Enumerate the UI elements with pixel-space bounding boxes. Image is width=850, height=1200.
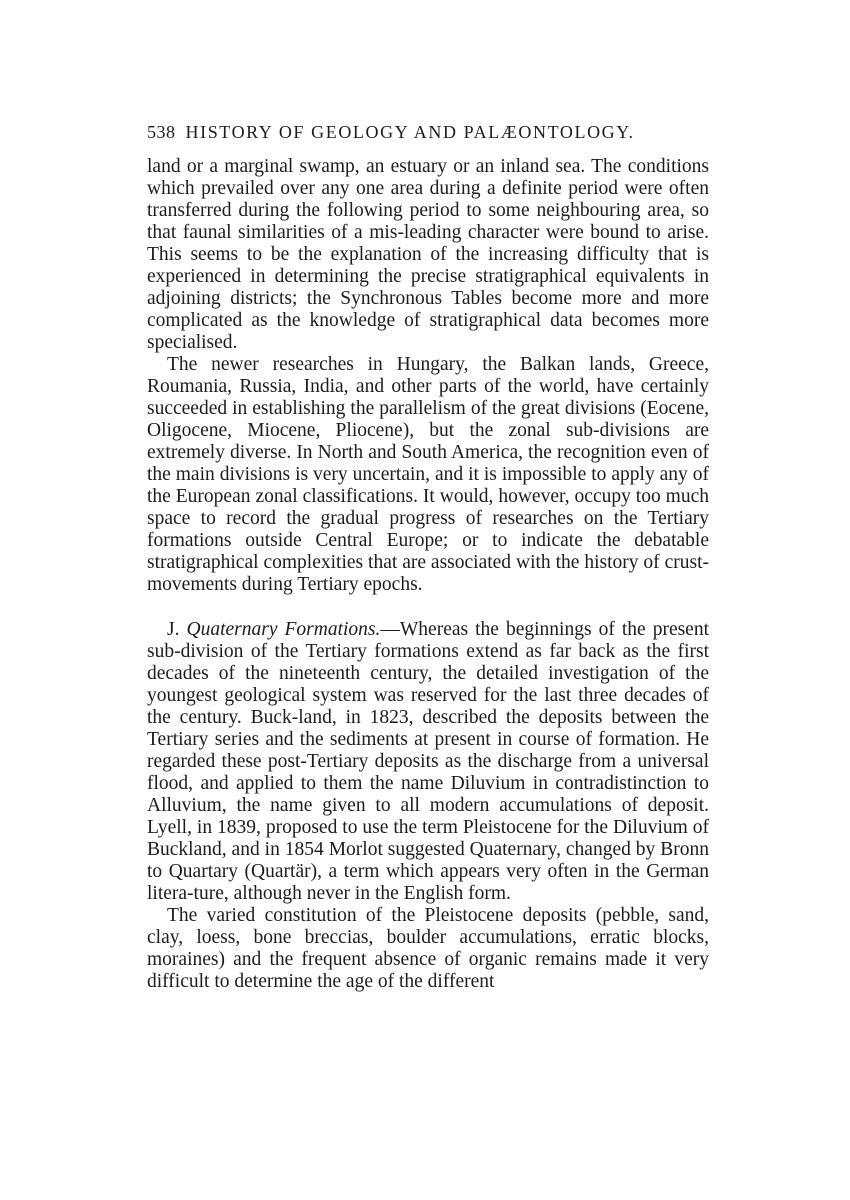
book-page — [147, 118, 709, 993]
body-text — [147, 156, 709, 596]
section-title: Quaternary Formations. — [186, 619, 381, 640]
paragraph-pleistocene-deposits: The varied constitution of the Pleistocene deposits (pebble, sand, clay, loess, bone breccias, boulder accumulations, erratic blocks, moraines) and the frequent absence of organic remains made it very difficult to determine the age of the different — [147, 905, 709, 992]
section-intro-text: —Whereas the beginnings of the present sub-division of the Tertiary formations extend as far back as the first decades of the nineteenth century, the detailed investigation of the youngest geological system was reserved for the last three decades of the century. Buck-land, in 1823, described the deposits between the Tertiary series and the sediments at present in course of formation. He regarded these post-Tertiary deposits as the discharge from a universal flood, and applied to them the name Diluvium in contradistinction to Alluvium, the name given to all modern accumulations of deposit. Lyell, in 1839, proposed to use the term Pleistocene for the Diluvium of Buckland, and in 1854 Morlot suggested Quaternary, changed by Bronn to Quartary (Quartär), a term which appears very often in the German litera-ture, although never in the English form. — [147, 619, 710, 904]
section-quaternary — [147, 619, 709, 993]
paragraph-continued: land or a marginal swamp, an estuary or an inland sea. The conditions which prevailed over any one area during a definite period were often transferred during the following period to some neighbouring area, so that faunal similarities of a mis-leading character were bound to arise. This seems to be the explanation of the increasing difficulty that is experienced in determining the precise stratigraphical equivalents in adjoining districts; the Synchronous Tables become more and more complicated as the knowledge of stratigraphical data becomes more specialised. — [147, 156, 709, 353]
page-number: 538 — [147, 122, 176, 142]
running-head — [147, 118, 709, 146]
section-intro-paragraph — [147, 619, 709, 905]
section-letter: J. — [167, 619, 180, 640]
section-spacer — [147, 596, 709, 619]
header-title: HISTORY OF GEOLOGY AND PALÆONTOLOGY. — [185, 122, 635, 142]
paragraph-newer-researches: The newer researches in Hungary, the Balkan lands, Greece, Roumania, Russia, India, and other parts of the world, have certainly succeeded in establishing the parallelism of the great divisions (Eocene, Oligocene, Miocene, Pliocene), but the zonal sub-divisions are extremely diverse. In North and South America, the recognition even of the main divisions is very uncertain, and it is impossible to apply any of the European zonal classifications. It would, however, occupy too much space to record the gradual progress of researches on the Tertiary formations outside Central Europe; or to indicate the debatable stratigraphical complexities that are associated with the history of crust-movements during Tertiary epochs. — [147, 354, 709, 595]
